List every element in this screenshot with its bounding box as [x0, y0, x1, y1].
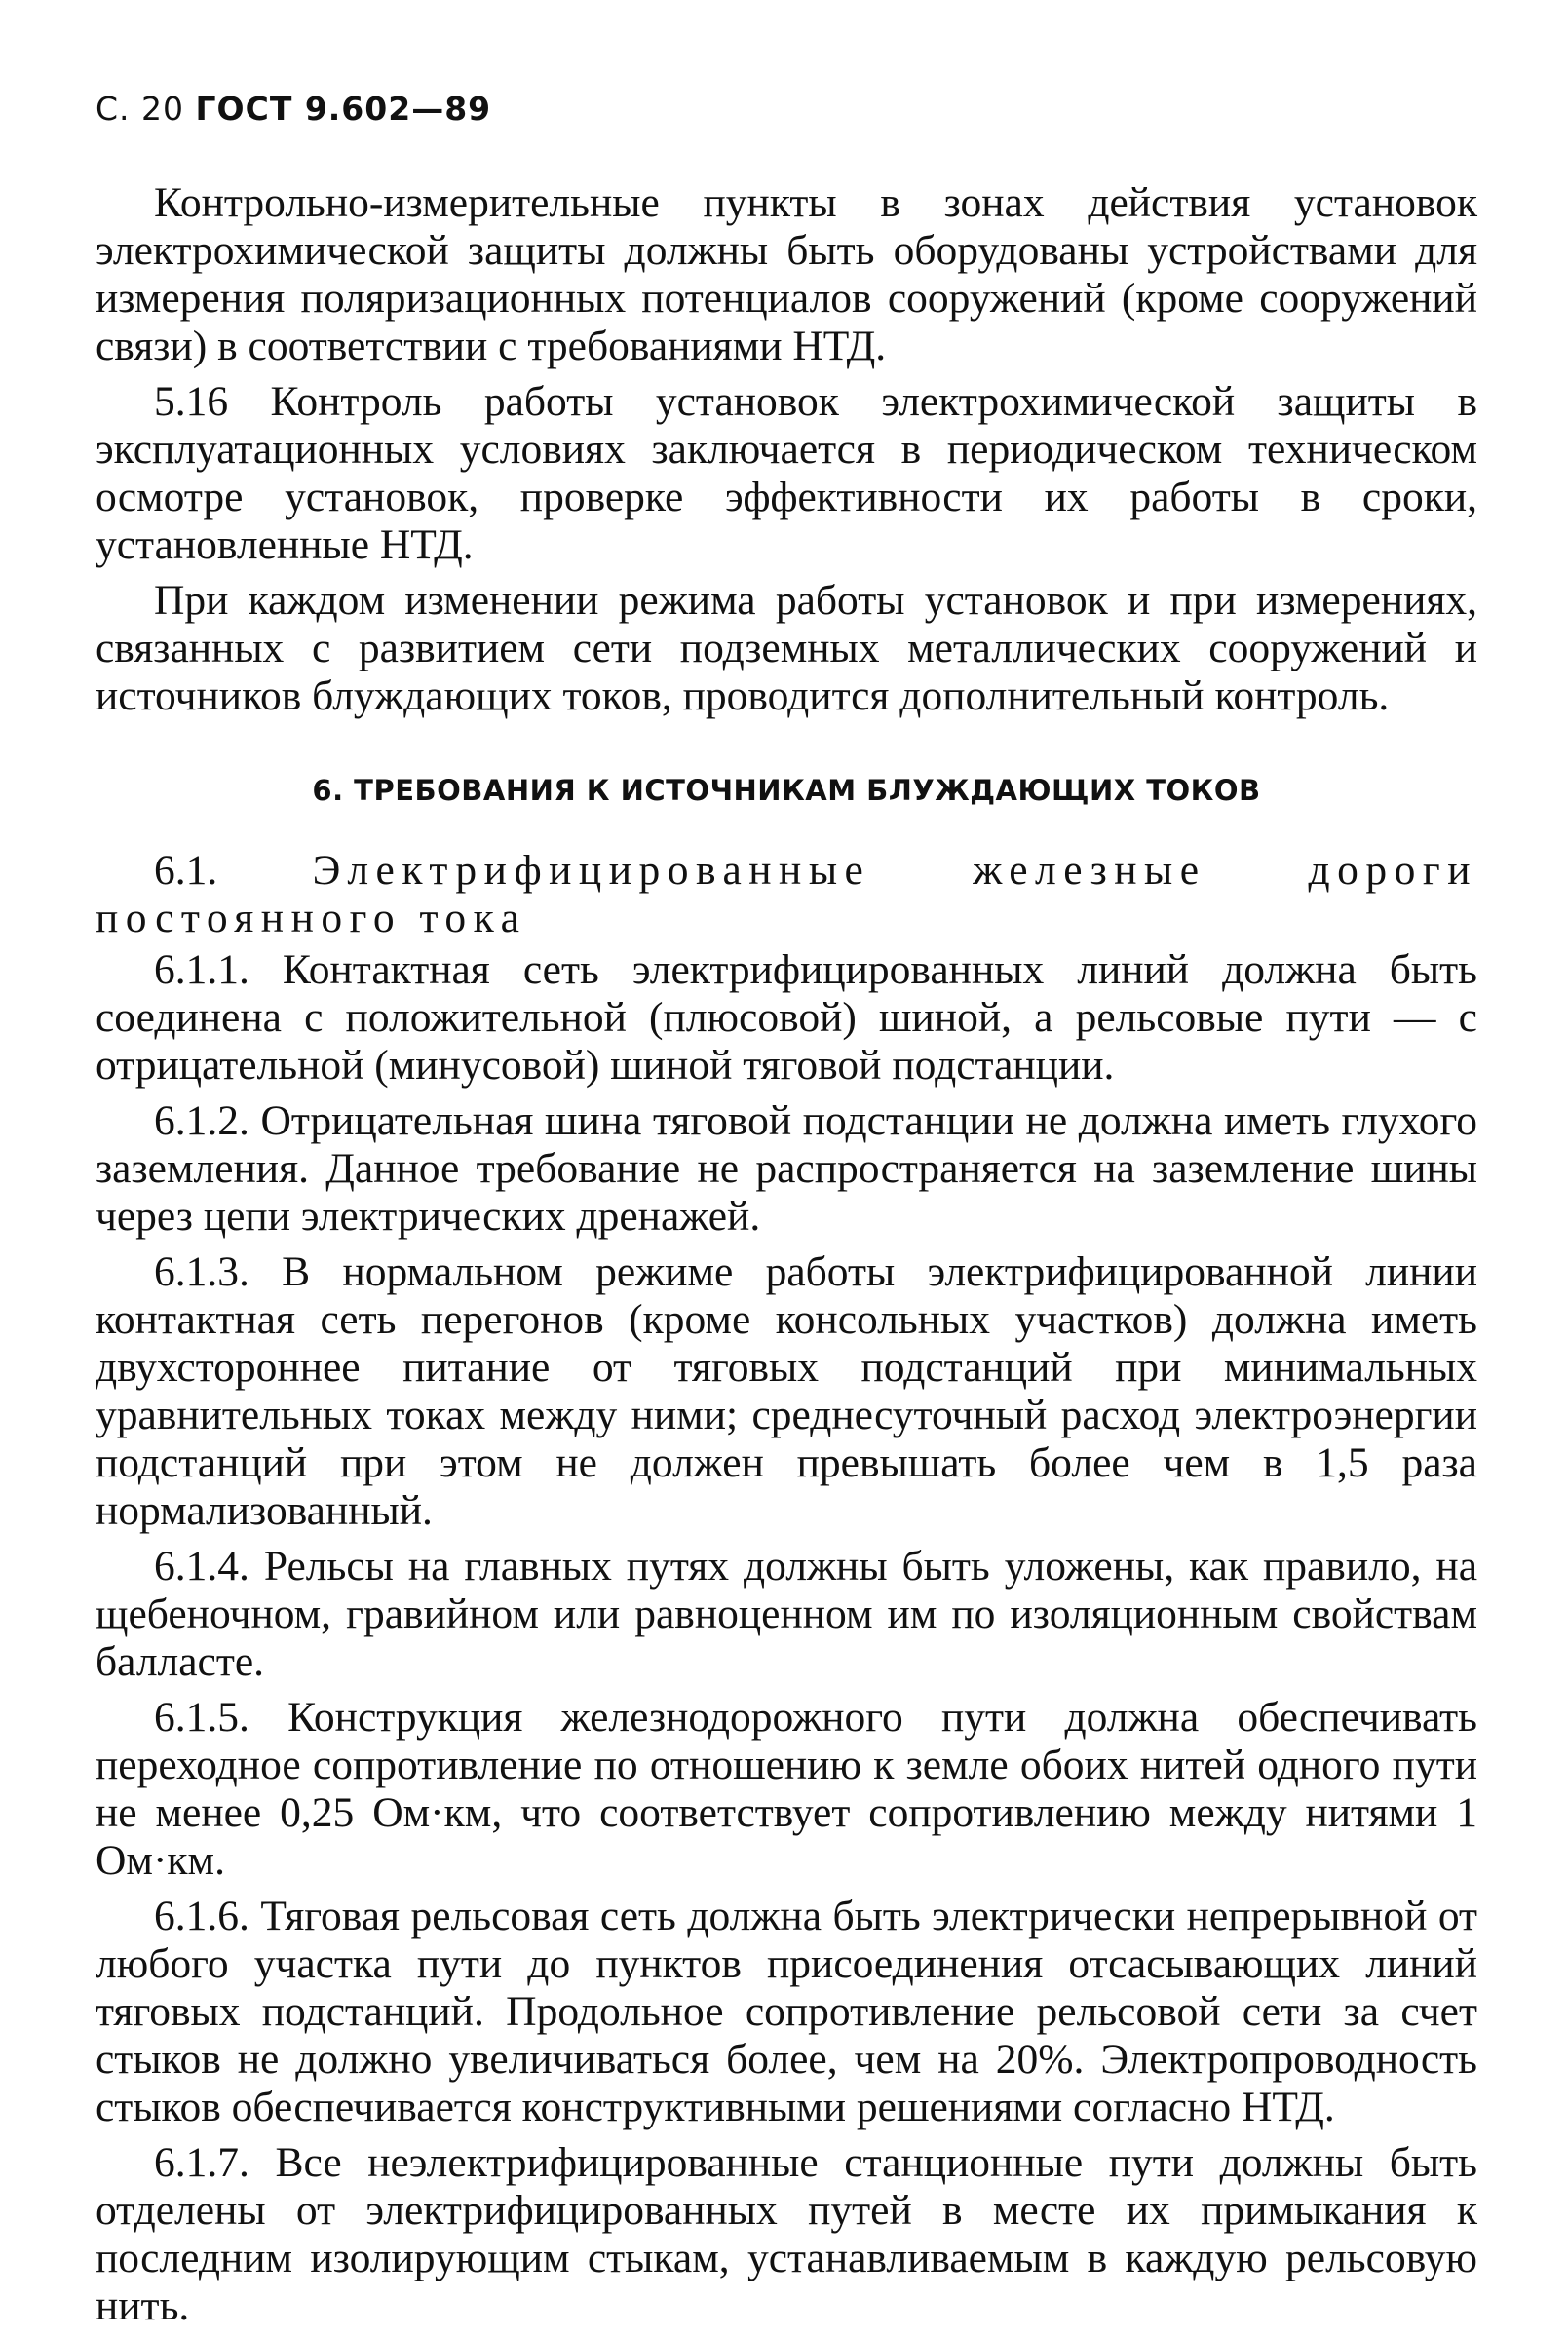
document-page: [96, 90, 1477, 2338]
clause-6-1-2: 6.1.2. Отрицательная шина тяговой подстанции не должна иметь глухого заземления. Данное требование не распространяется на заземление шины через цепи электрических дренажей.: [96, 1097, 1477, 1240]
clause-6-1-3: 6.1.3. В нормальном режиме работы электрифицированной линии контактная сеть перегонов (кроме консольных участков) должна иметь двухстороннее питание от тяговых подстанций при минимальных уравнительных токах между ними; среднесуточный расход электроэнергии подстанций при этом не должен превышать более чем в 1,5 раза нормализованный.: [96, 1248, 1477, 1534]
clause-6-1-5: 6.1.5. Конструкция железнодорожного пути должна обеспечивать переходное сопротивление по отношению к земле обоих нитей одного пути не менее 0,25 Ом·км, что соответствует сопротивлению между нитями 1 Ом·км.: [96, 1694, 1477, 1884]
page-label: С. 20: [96, 90, 185, 128]
intro-paragraph-1: Контрольно-измерительные пункты в зонах действия установок электрохимической защиты должны быть оборудованы устройствами для измерения поляризационных потенциалов сооружений (кроме сооружений связи) в соответствии с требованиями НТД.: [96, 179, 1477, 369]
clause-6-1-7: 6.1.7. Все неэлектрифицированные станционные пути должны быть отделены от электрифицированных путей в месте их примыкания к последним изолирующим стыкам, устанавливаемым в каждую рельсовую нить.: [96, 2139, 1477, 2329]
subsection-title-text: Электрифицированные железные дороги постоянного тока: [96, 847, 1478, 941]
standard-code: ГОСТ 9.602—89: [195, 90, 492, 128]
clause-6-1-6: 6.1.6. Тяговая рельсовая сеть должна быть электрически непрерывной от любого участка пути до пунктов присоединения отсасывающих линий тяговых подстанций. Продольное сопротивление рельсовой сети за счет стыков не должно увеличиваться более, чем на 20%. Электропроводность стыков обеспечивается конструктивными решениями согласно НТД.: [96, 1893, 1477, 2130]
section-heading: 6. ТРЕБОВАНИЯ К ИСТОЧНИКАМ БЛУЖДАЮЩИХ ТОКОВ: [312, 774, 1261, 807]
subsection-number: 6.1.: [154, 847, 218, 894]
intro-paragraph-3: При каждом изменении режима работы установок и при измерениях, связанных с развитием сети подземных металлических сооружений и источников блуждающих токов, проводится дополнительный контроль.: [96, 577, 1477, 719]
clause-6-1-4: 6.1.4. Рельсы на главных путях должны быть уложены, как правило, на щебеночном, гравийном или равноценном им по изоляционным свойствам балласте.: [96, 1543, 1477, 1685]
intro-paragraph-2: 5.16 Контроль работы установок электрохимической защиты в эксплуатационных условиях заключается в периодическом техническом осмотре установок, проверке эффективности их работы в сроки, установленные НТД.: [96, 378, 1477, 568]
running-header: [96, 90, 1477, 129]
subsection-title: [96, 847, 1477, 942]
clause-6-1-1: 6.1.1. Контактная сеть электрифицированных линий должна быть соединена с положительной (плюсовой) шиной, а рельсовые пути — с отрицательной (минусовой) шиной тяговой подстанции.: [96, 946, 1477, 1089]
